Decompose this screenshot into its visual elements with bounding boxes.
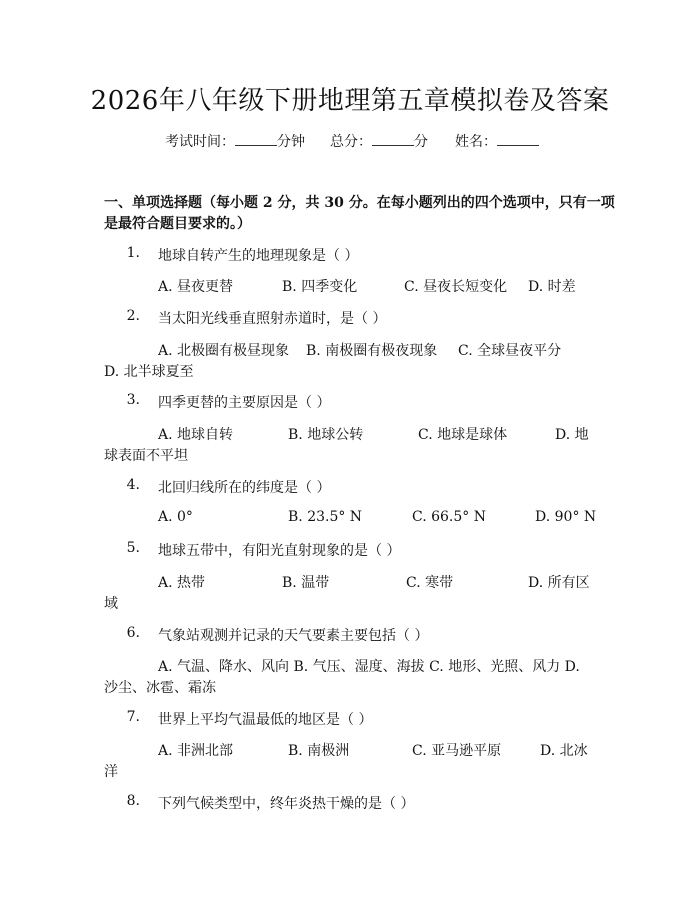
question-stem: 世界上平均气温最低的地区是（ ） bbox=[158, 712, 373, 728]
question-stem: 当太阳光线垂直照射赤道时，是（ ） bbox=[158, 311, 387, 327]
question-stem: 下列气候类型中，终年炎热干燥的是（ ） bbox=[158, 796, 415, 812]
question-number: 5. bbox=[126, 540, 140, 556]
option-d: D. 北冰 bbox=[540, 743, 588, 759]
total-score-blank bbox=[372, 132, 414, 146]
question-number: 8. bbox=[126, 793, 140, 809]
option-d: D. 90° N bbox=[535, 509, 597, 525]
option-d-continued: 沙尘、冰雹、霜冻 bbox=[104, 680, 216, 696]
option-a: A. 0° bbox=[158, 509, 193, 525]
question-number: 1. bbox=[126, 245, 140, 261]
option-b: B. 温带 bbox=[282, 575, 330, 591]
option-c: C. 寒带 bbox=[406, 575, 454, 591]
option-c: C. 地球是球体 bbox=[418, 427, 508, 443]
option-b: B. 四季变化 bbox=[282, 279, 358, 295]
option-d: D. 时差 bbox=[528, 279, 576, 295]
total-score-label: 总分： bbox=[330, 134, 372, 150]
question-stem: 四季更替的主要原因是（ ） bbox=[158, 395, 331, 411]
option-c: C. 66.5° N bbox=[412, 509, 486, 525]
name-label: 姓名： bbox=[455, 134, 497, 150]
option-b: B. 南极圈有极夜现象 bbox=[306, 343, 438, 359]
option-d: D. 地 bbox=[555, 427, 589, 443]
exam-time-blank bbox=[235, 132, 277, 146]
question-stem: 地球自转产生的地理现象是（ ） bbox=[158, 248, 359, 264]
section-heading-line1: 一、单项选择题（每小题 2 分，共 30 分。在每小题列出的四个选项中，只有一项 bbox=[104, 195, 615, 211]
option-a: A. 热带 bbox=[158, 575, 206, 591]
exam-time-field bbox=[165, 131, 305, 151]
exam-time-label: 考试时间： bbox=[165, 134, 235, 150]
total-score-unit: 分 bbox=[414, 134, 428, 150]
question-number: 6. bbox=[126, 625, 140, 641]
question-number: 3. bbox=[126, 392, 140, 408]
option-d-continued: 域 bbox=[104, 596, 118, 612]
option-b: B. 南极洲 bbox=[288, 743, 350, 759]
option-a: A. 地球自转 bbox=[158, 427, 234, 443]
option-d-continued: 球表面不平坦 bbox=[104, 448, 188, 464]
question-number: 2. bbox=[126, 308, 140, 324]
name-blank bbox=[497, 132, 539, 146]
option-b: B. 23.5° N bbox=[288, 509, 363, 525]
option-c: C. 昼夜长短变化 bbox=[404, 279, 508, 295]
option-a: A. 北极圈有极昼现象 bbox=[158, 343, 290, 359]
option-b: B. 地球公转 bbox=[288, 427, 364, 443]
section-heading-line2: 是最符合题目要求的。） bbox=[104, 216, 251, 232]
question-stem: 北回归线所在的纬度是（ ） bbox=[158, 480, 331, 496]
total-score-field bbox=[330, 131, 428, 151]
option-a: A. 非洲北部 bbox=[158, 743, 234, 759]
exam-time-unit: 分钟 bbox=[277, 134, 305, 150]
name-field bbox=[455, 131, 539, 151]
option-d: D. 所有区 bbox=[528, 575, 590, 591]
options-line: A. 气温、降水、风向 B. 气压、湿度、海拔 C. 地形、光照、风力 D. bbox=[158, 659, 580, 675]
option-d-continued: 洋 bbox=[104, 764, 118, 780]
question-number: 4. bbox=[126, 477, 140, 493]
option-c: C. 亚马逊平原 bbox=[412, 743, 502, 759]
question-number: 7. bbox=[126, 709, 140, 725]
option-c: C. 全球昼夜平分 bbox=[458, 343, 562, 359]
question-stem: 气象站观测并记录的天气要素主要包括（ ） bbox=[158, 628, 429, 644]
option-d: D. 北半球夏至 bbox=[104, 364, 194, 380]
question-stem: 地球五带中，有阳光直射现象的是（ ） bbox=[158, 543, 401, 559]
page-title: 2026年八年级下册地理第五章模拟卷及答案 bbox=[90, 86, 610, 116]
option-a: A. 昼夜更替 bbox=[158, 279, 234, 295]
